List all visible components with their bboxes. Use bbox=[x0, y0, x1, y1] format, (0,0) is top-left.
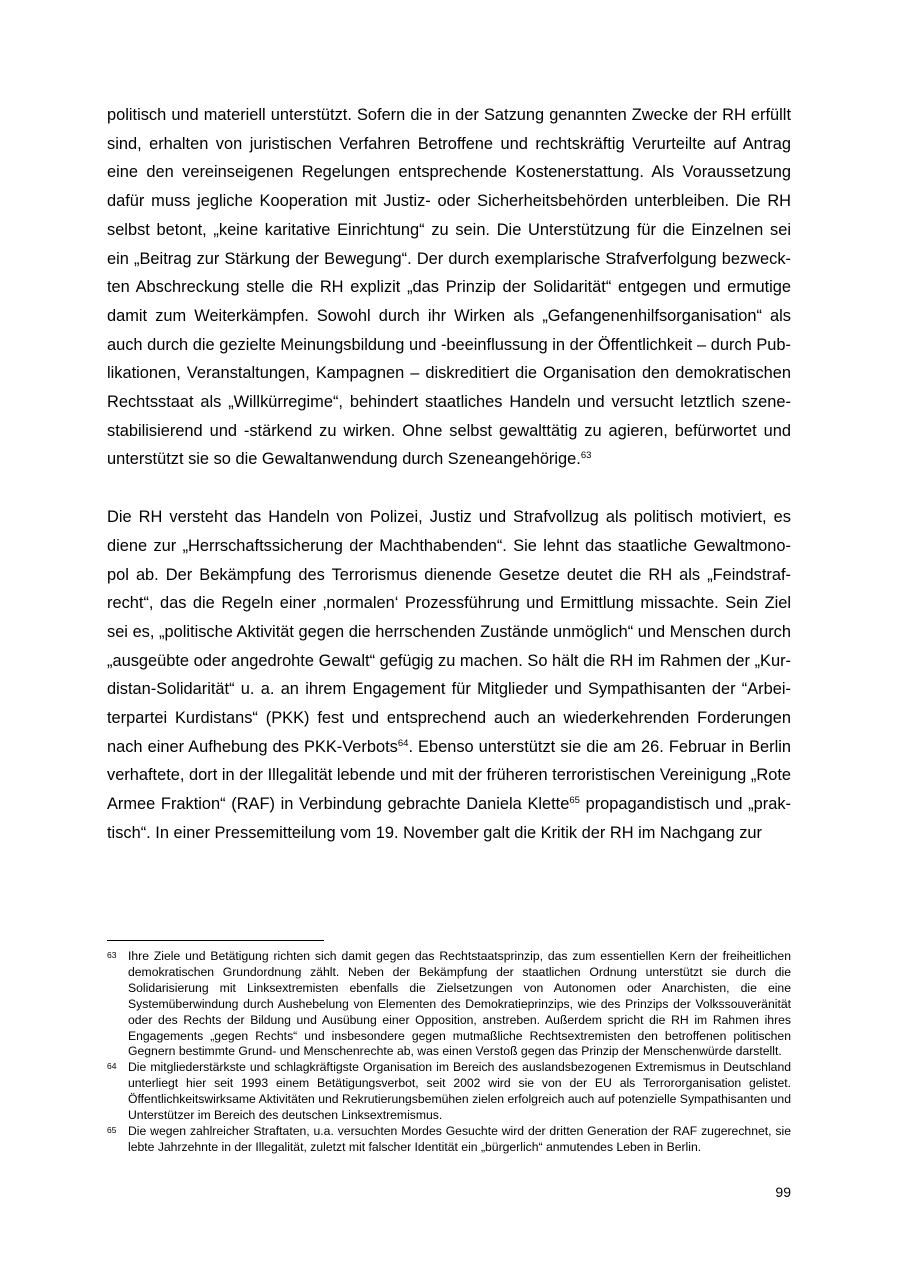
footnote-64 bbox=[107, 1060, 791, 1124]
paragraph-2-text-a: Die RH versteht das Handeln von Polizei, Justiz und Strafvollzug als politisch motiviert, es diene zur „Herrschaftssicherung der Machthabenden“. Sie lehnt das staatliche Gewaltmonopol ab. Der Bekämpfung des Terrorismus dienende Gesetze deutet die RH als „Feindstrafrecht“, das die Regeln einer ‚normalen‘ Prozessführung und Ermittlung missachte. Sein Ziel sei es, „politische Aktivität gegen die herrschenden Zustände unmöglich“ und Menschen durch „ausgeübte oder angedrohte Gewalt“ gefügig zu machen. So hält die RH im Rahmen der „Kurdistan-Solidarität“ u. a. an ihrem Engagement für Mitglieder und Sympathisanten der “Arbeiterpartei Kurdistans“ (PKK) fest und entsprechend auch an wiederkehrenden Forderungen nach einer Aufhebung des PKK-Verbots bbox=[107, 508, 791, 756]
paragraph-2-text-b: . Ebenso unterstützt sie die am 26. Februar in Berlin verhaftete, dort in der Illegalität lebende und mit der früheren terroristischen Vereinigung „Rote Armee Fraktion“ (RAF) in Verbindung gebrachte Daniela Klette bbox=[107, 737, 791, 814]
paragraph-2 bbox=[107, 503, 791, 847]
footnote-text: Ihre Ziele und Betätigung richten sich damit gegen das Rechtstaatsprinzip, das zum essentiellen Kern der freiheitlichen demokratischen Grundordnung zählt. Neben der Bekämpfung der staatlichen Ordnung unterstützt sie durch die Solidarisierung mit Linksextremisten ebenfalls die Zielsetzungen von Autonomen oder Anarchisten, die eine Systemüberwindung durch Aushebelung von Elementen des Demokratieprinzips, wie des Prinzips der Volkssouveränität oder des Rechts der Bildung und Ausübung einer Opposition, anstreben. Außerdem spricht die RH im Rahmen ihres Engagements „gegen Rechts“ und insbesondere gegen mutmaßliche Rechtsextremisten den betroffenen politischen Gegnern bestimmte Grund- und Menschenrechte ab, was einen Verstoß gegen das Prinzip der Menschenwürde darstellt. bbox=[128, 949, 791, 1059]
footnote-ref-64[interactable]: 64 bbox=[397, 737, 409, 749]
paragraph-2-text-c: propagandistisch und „praktisch“. In einer Pressemitteilung vom 19. November galt die Kritik der RH im Nachgang zur bbox=[107, 795, 791, 842]
footnote-divider bbox=[107, 940, 324, 941]
paragraph-1-text: politisch und materiell unterstützt. Sofern die in der Satzung genannten Zwecke der RH erfüllt sind, erhalten von juristischen Verfahren Betroffene und rechtskräftig Verurteilte auf Antrag eine den vereinseigenen Regelungen entsprechende Kostenerstattung. Als Voraussetzung dafür muss jegliche Kooperation mit Justiz- oder Sicherheitsbehörden unterbleiben. Die RH selbst betont, „keine karitative Einrichtung“ zu sein. Die Unterstützung für die Einzelnen sei ein „Beitrag zur Stärkung der Bewegung“. Der durch exemplarische Strafverfolgung bezweckten Abschreckung stelle die RH explizit „das Prinzip der Solidarität“ entgegen und ermutige damit zum Weiterkämpfen. Sowohl durch ihr Wirken als „Gefangenenhilfsorganisation“ als auch durch die gezielte Meinungsbildung und -beeinflussung in der Öffentlichkeit – durch Publikationen, Veranstaltungen, Kampagnen – diskreditiert die Organisation den demokratischen Rechtsstaat als „Willkürregime“, behindert staatliches Handeln und versucht letztlich szenestabilisierend und -stärkend zu wirken. Ohne selbst gewalttätig zu agieren, befürwortet und unterstützt sie so die Gewaltanwendung durch Szeneangehörige. bbox=[107, 106, 791, 469]
footnote-number: 64 bbox=[107, 1061, 117, 1072]
footnote-number: 65 bbox=[107, 1124, 117, 1135]
footnote-63 bbox=[107, 949, 791, 1060]
main-text bbox=[107, 101, 791, 848]
footnote-text: Die wegen zahlreicher Straftaten, u.a. versuchten Mordes Gesuchte wird der dritten Generation der RAF zugerechnet, sie lebte Jahrzehnte in der Illegalität, zuletzt mit falscher Identität ein „bürgerlich“ anmutendes Leben in Berlin. bbox=[128, 1123, 791, 1154]
footnote-text: Die mitgliederstärkste und schlagkräftigste Organisation im Bereich des auslandsbezogenen Extremismus in Deutschland unterliegt hier seit 1993 einem Betätigungsverbot, seit 2002 wird sie von der EU als Terrororganisation gelistet. Öffentlichkeitswirksame Aktivitäten und Rekrutierungsbemühen zielen erfolgreich auch auf potenzielle Sympathisanten und Unterstützer im Bereich des deutschen Linksextremismus. bbox=[128, 1060, 791, 1123]
footnote-65 bbox=[107, 1124, 791, 1156]
footnote-ref-65[interactable]: 65 bbox=[569, 795, 580, 806]
footnote-ref-63[interactable]: 63 bbox=[580, 450, 592, 462]
footnote-number: 63 bbox=[107, 950, 117, 960]
page-number: 99 bbox=[775, 1184, 791, 1200]
footnotes bbox=[107, 940, 791, 1156]
paragraph-1 bbox=[107, 101, 791, 474]
